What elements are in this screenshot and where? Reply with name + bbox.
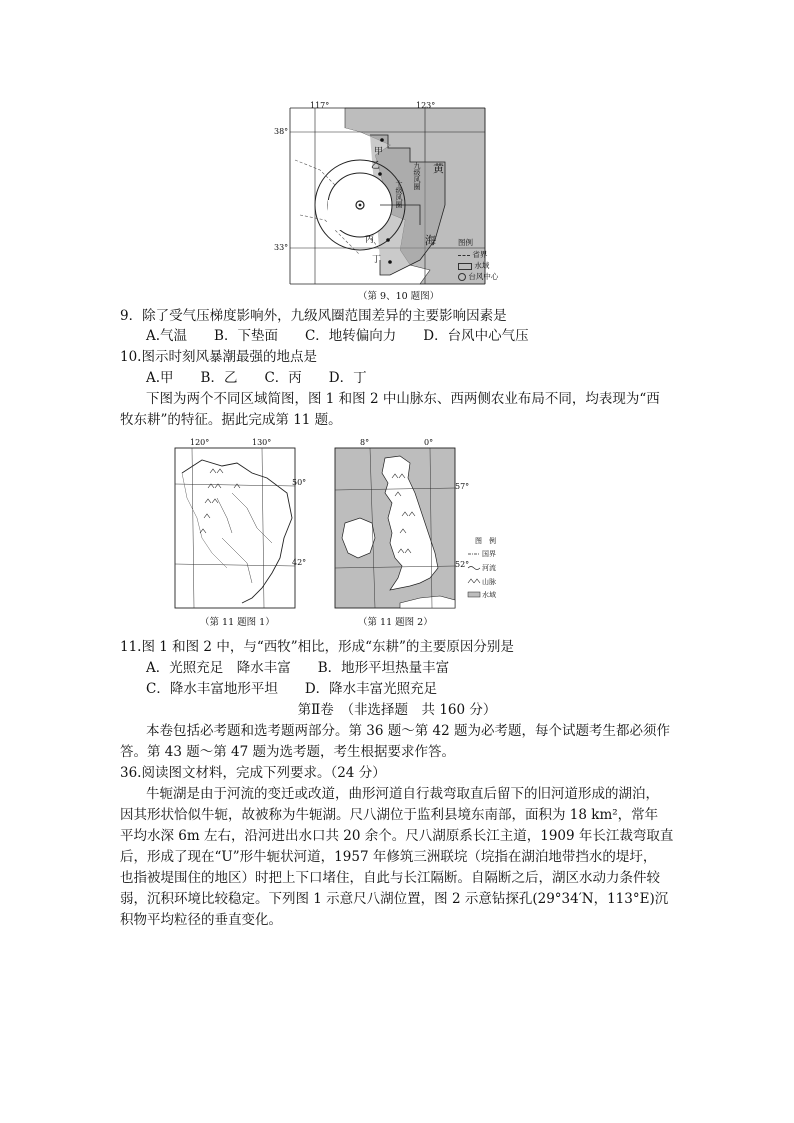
figure-9-10-caption: （第 9、10 题图） (358, 291, 440, 302)
figure-11-2-map (330, 438, 510, 630)
ring-inner-label: 十级风圈 (395, 180, 403, 208)
lon-120: 120° (190, 438, 210, 447)
q10-stem: 10.图示时刻风暴潮最强的地点是 (120, 349, 317, 365)
q36-p6: 弱，沉积环境比较稳定。下列图 1 示意尺八湖位置，图 2 示意钻探孔(29°34′N，113°E)沉 (120, 891, 669, 907)
sea-label-huang: 黄 (433, 162, 444, 175)
figure-11-1-map (172, 438, 307, 630)
figure-11-1-caption: （第 11 题图 1） (200, 617, 275, 628)
q9-options: A.气温 B．下垫面 C．地转偏向力 D．台风中心气压 (146, 328, 529, 344)
lon-130: 130° (252, 438, 272, 447)
figure-11-2-caption: （第 11 题图 2） (358, 617, 433, 628)
part2-line1: 本卷包括必考题和选考题两部分。第 36 题～第 42 题为必考题，每个试题考生都必须作 (146, 723, 671, 739)
part2-line2: 答。第 43 题～第 47 题为选考题，考生根据要求作答。 (120, 744, 456, 760)
q10-options: A.甲 B．乙 C．丙 D．丁 (146, 370, 367, 386)
q36-p4: 后，形成了现在“U”形牛轭状河道，1957 年修筑三洲联垸（垸指在湖泊地带挡水的堤圩， (120, 849, 657, 865)
svg-text:图 例: 图 例 (475, 537, 496, 545)
q36-p5: 也指被堤围住的地区）时把上下口堵住，自此与长江隔断。自隔断之后，湖区水动力条件较 (120, 870, 660, 886)
lon-8: 8° (360, 438, 370, 447)
lat-42: 42° (292, 558, 307, 567)
lat-50: 50° (292, 478, 307, 487)
legend-province: 省界 (458, 249, 487, 260)
lat-label-33: 33° (274, 243, 289, 252)
legend-river: 河流 (482, 564, 496, 572)
lon-0: 0° (424, 438, 434, 447)
lon-label-123: 123° (416, 101, 436, 110)
legend-mountain: 山脉 (482, 578, 496, 586)
place-jia: 甲 (374, 147, 384, 157)
q36-p1: 牛轭湖是由于河流的变迁或改道，曲形河道自行裁弯取直后留下的旧河道形成的湖泊， (146, 786, 659, 802)
legend-water: 水域 (458, 260, 489, 271)
q36-p7: 积物平均粒径的垂直变化。 (120, 912, 282, 928)
map-11-1-svg (172, 438, 307, 616)
intro-11-line1: 下图为两个不同区域简图，图 1 和图 2 中山脉东、西两侧农业布局不同，均表现为“西 (146, 391, 660, 407)
figure-typhoon-map (270, 100, 520, 300)
legend-border: 国界 (482, 550, 496, 558)
ring-outer-label: 九级风圈 (413, 162, 421, 190)
place-bing: 丙 (365, 235, 375, 245)
q36-p3: 平均水深 6m 左右，沿河进出水口共 20 余个。尺八湖原系长江主道，1909 年长江裁弯取直 (120, 828, 674, 844)
place-ding: 丁 (372, 255, 382, 265)
place-yi: 乙 (371, 161, 381, 171)
q36-p2: 因其形状恰似牛轭，故被称为牛轭湖。尺八湖位于监利县境东南部，面积为 18 km²，常年 (120, 807, 659, 823)
intro-11-line2: 牧东耕”的特征。据此完成第 11 题。 (120, 412, 342, 428)
q11-options-2: C．降水丰富地形平坦 D．降水丰富光照充足 (146, 681, 438, 697)
q11-stem: 11.图 1 和图 2 中，与“西牧”相比，形成“东耕”的主要原因分别是 (120, 639, 514, 655)
part2-title: 第Ⅱ卷 （非选择题 共 160 分） (297, 702, 497, 718)
lat-57: 57° (455, 482, 470, 491)
q9-stem: 9．除了受气压梯度影响外，九级风圈范围差异的主要影响因素是 (120, 308, 507, 324)
q36-stem: 36.阅读图文材料，完成下列要求。（24 分） (120, 765, 386, 781)
q11-options-1: A．光照充足 降水丰富 B．地形平坦热量丰富 (146, 660, 450, 676)
lon-label-117: 117° (310, 101, 330, 110)
legend-typhoon: 台风中心 (458, 271, 498, 282)
lat-label-38: 38° (274, 127, 289, 136)
lat-52: 52° (455, 560, 470, 569)
legend-water: 水域 (482, 591, 496, 599)
legend-title: 图例 (458, 238, 473, 247)
sea-label-hai: 海 (425, 234, 436, 247)
